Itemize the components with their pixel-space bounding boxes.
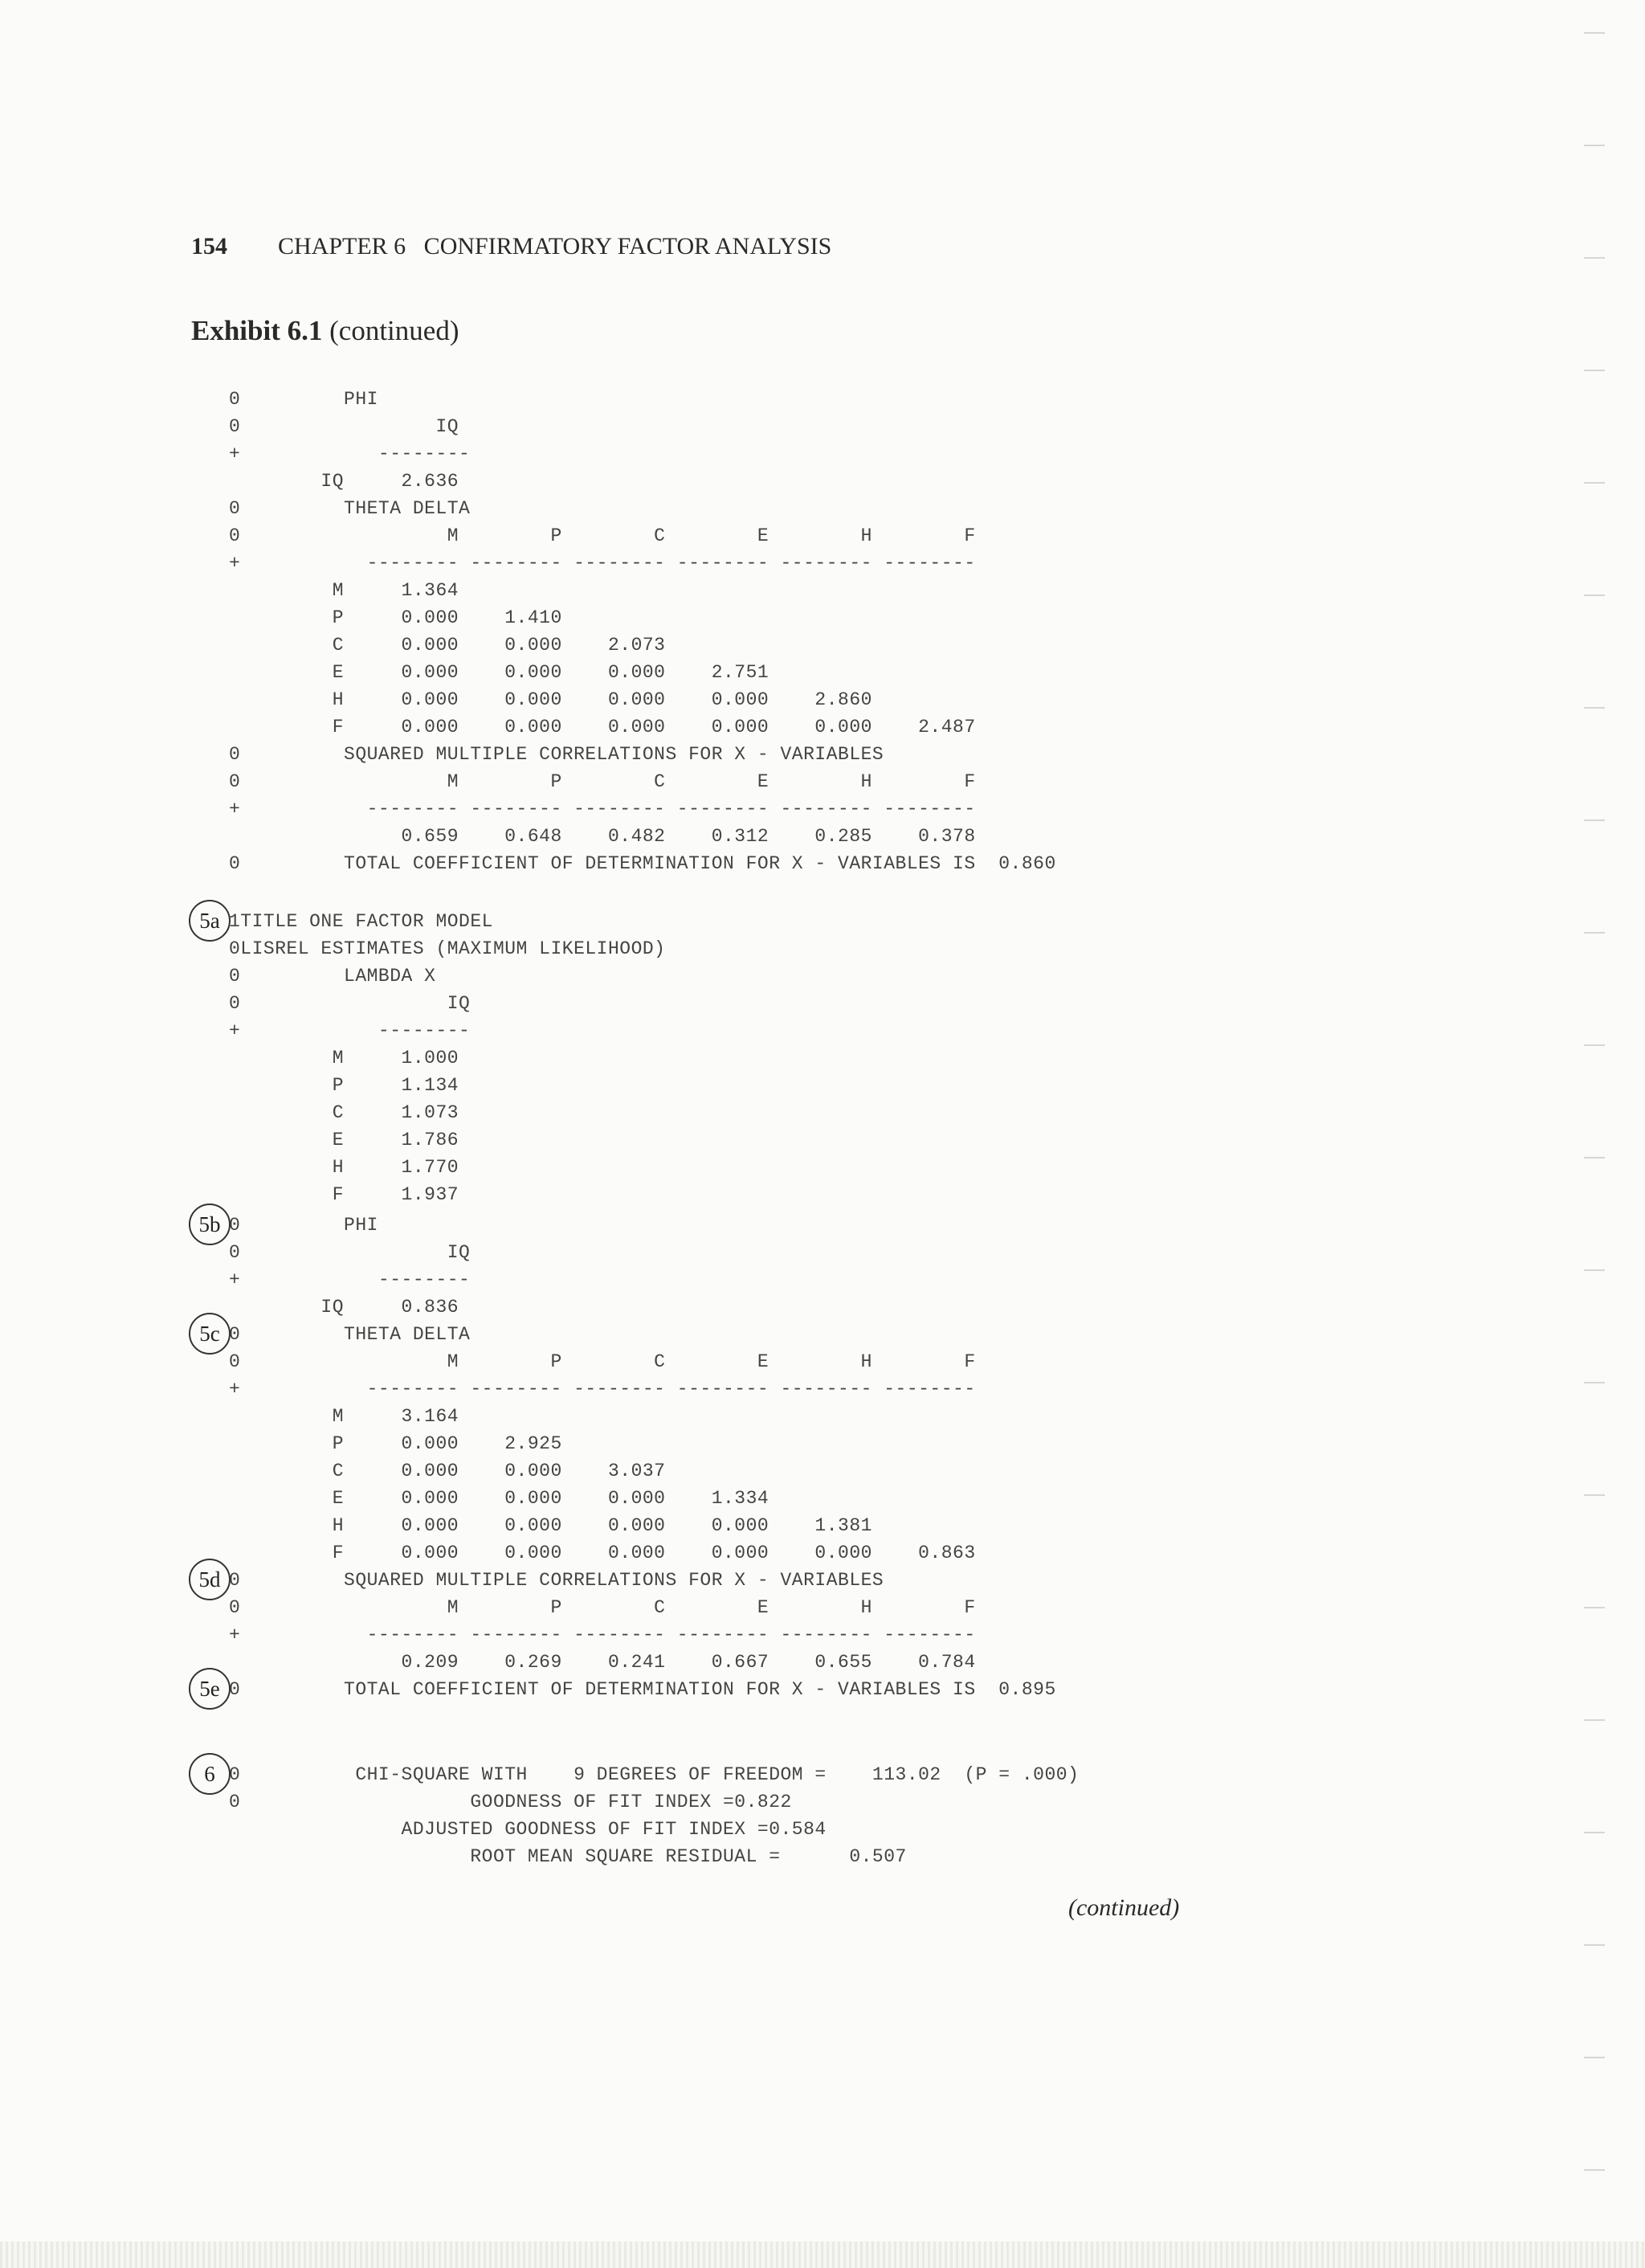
edge-mark <box>1584 707 1605 709</box>
edge-mark <box>1584 1157 1605 1159</box>
output-line: + -------- -------- -------- -------- -------- -------- <box>229 799 976 819</box>
output-line: F 0.000 0.000 0.000 0.000 0.000 0.863 <box>229 1543 976 1563</box>
output-line: 0 IQ <box>229 416 459 437</box>
output-line: 0 PHI <box>229 389 378 410</box>
edge-mark <box>1584 1719 1605 1721</box>
annotation-circle: 6 <box>189 1753 231 1795</box>
output-line: + -------- -------- -------- -------- -------- -------- <box>229 1379 976 1400</box>
edge-mark <box>1584 257 1605 259</box>
output-line: 0 TOTAL COEFFICIENT OF DETERMINATION FOR X - VARIABLES IS 0.860 <box>229 853 1056 874</box>
output-line: ROOT MEAN SQUARE RESIDUAL = 0.507 <box>229 1846 907 1867</box>
output-line: H 0.000 0.000 0.000 0.000 2.860 <box>229 689 872 710</box>
output-line: M 3.164 <box>229 1406 459 1427</box>
annotation-circle: 5d <box>189 1559 231 1600</box>
output-line: 0 LAMBDA X <box>229 966 436 987</box>
output-line: H 1.770 <box>229 1157 459 1178</box>
output-line: + -------- <box>229 1020 471 1041</box>
output-line: P 0.000 2.925 <box>229 1433 562 1454</box>
output-line: F 1.937 <box>229 1184 459 1205</box>
output-line: C 0.000 0.000 3.037 <box>229 1461 666 1481</box>
output-line: 0 THETA DELTA <box>229 498 471 519</box>
output-line: 0.209 0.269 0.241 0.667 0.655 0.784 <box>229 1652 976 1673</box>
output-line: 0 M P C E H F <box>229 525 976 546</box>
output-line: 0 TOTAL COEFFICIENT OF DETERMINATION FOR X - VARIABLES IS 0.895 <box>229 1679 1056 1700</box>
edge-mark <box>1584 370 1605 371</box>
output-line: 0 CHI-SQUARE WITH 9 DEGREES OF FREEDOM = 113.02 (P = .000) <box>229 1764 1080 1785</box>
exhibit-title <box>191 315 459 347</box>
edge-mark <box>1584 1269 1605 1271</box>
edge-mark <box>1584 145 1605 146</box>
output-line: 0 IQ <box>229 1242 471 1263</box>
output-line: E 0.000 0.000 0.000 1.334 <box>229 1488 769 1509</box>
annotation-circle: 5a <box>189 900 231 942</box>
output-line: 0 THETA DELTA <box>229 1324 471 1345</box>
continued-note: (continued) <box>1068 1894 1180 1921</box>
output-line: + -------- <box>229 443 471 464</box>
output-line: + -------- -------- -------- -------- -------- -------- <box>229 1624 976 1645</box>
output-line: + -------- -------- -------- -------- -------- -------- <box>229 553 976 574</box>
edge-mark <box>1584 1607 1605 1608</box>
output-line: 0 M P C E H F <box>229 1597 976 1618</box>
output-line: 0 M P C E H F <box>229 771 976 792</box>
chapter-heading: CHAPTER 6 CONFIRMATORY FACTOR ANALYSIS <box>278 233 832 259</box>
output-line: P 0.000 1.410 <box>229 607 562 628</box>
edge-mark <box>1584 32 1605 34</box>
output-line: 0 GOODNESS OF FIT INDEX =0.822 <box>229 1792 792 1812</box>
output-line: 0 PHI <box>229 1215 378 1236</box>
annotation-circle: 5e <box>189 1668 231 1710</box>
output-line: C 1.073 <box>229 1102 459 1123</box>
exhibit-label: Exhibit 6.1 <box>191 315 323 346</box>
output-line: E 1.786 <box>229 1130 459 1150</box>
output-line: ADJUSTED GOODNESS OF FIT INDEX =0.584 <box>229 1819 827 1840</box>
scan-edge-noise <box>0 2241 1645 2268</box>
edge-mark <box>1584 1494 1605 1496</box>
output-line: 0LISREL ESTIMATES (MAXIMUM LIKELIHOOD) <box>229 938 666 959</box>
output-line: + -------- <box>229 1269 471 1290</box>
output-line: 0 IQ <box>229 993 471 1014</box>
page-number: 154 <box>191 233 227 259</box>
annotation-circle: 5b <box>189 1203 231 1245</box>
output-line: IQ 0.836 <box>229 1297 459 1318</box>
output-line: 1TITLE ONE FACTOR MODEL <box>229 911 493 932</box>
output-line: E 0.000 0.000 0.000 2.751 <box>229 662 769 683</box>
output-line: 0.659 0.648 0.482 0.312 0.285 0.378 <box>229 826 976 847</box>
annotation-circle: 5c <box>189 1313 231 1355</box>
output-line: IQ 2.636 <box>229 471 459 492</box>
output-line: 0 SQUARED MULTIPLE CORRELATIONS FOR X - VARIABLES <box>229 744 884 765</box>
output-line: 0 SQUARED MULTIPLE CORRELATIONS FOR X - VARIABLES <box>229 1570 884 1591</box>
output-line: F 0.000 0.000 0.000 0.000 0.000 2.487 <box>229 717 976 738</box>
output-line: P 1.134 <box>229 1075 459 1096</box>
output-line: C 0.000 0.000 2.073 <box>229 635 666 656</box>
edge-mark <box>1584 482 1605 484</box>
exhibit-suffix: (continued) <box>322 315 459 346</box>
edge-mark <box>1584 1044 1605 1046</box>
edge-mark <box>1584 1944 1605 1946</box>
edge-mark <box>1584 1382 1605 1383</box>
edge-mark <box>1584 2057 1605 2058</box>
output-line: M 1.364 <box>229 580 459 601</box>
edge-mark <box>1584 595 1605 596</box>
output-line: H 0.000 0.000 0.000 0.000 1.381 <box>229 1515 872 1536</box>
output-line: M 1.000 <box>229 1048 459 1069</box>
output-line: 0 M P C E H F <box>229 1351 976 1372</box>
edge-mark <box>1584 1832 1605 1833</box>
edge-mark <box>1584 932 1605 934</box>
edge-mark <box>1584 819 1605 821</box>
edge-mark <box>1584 2169 1605 2171</box>
